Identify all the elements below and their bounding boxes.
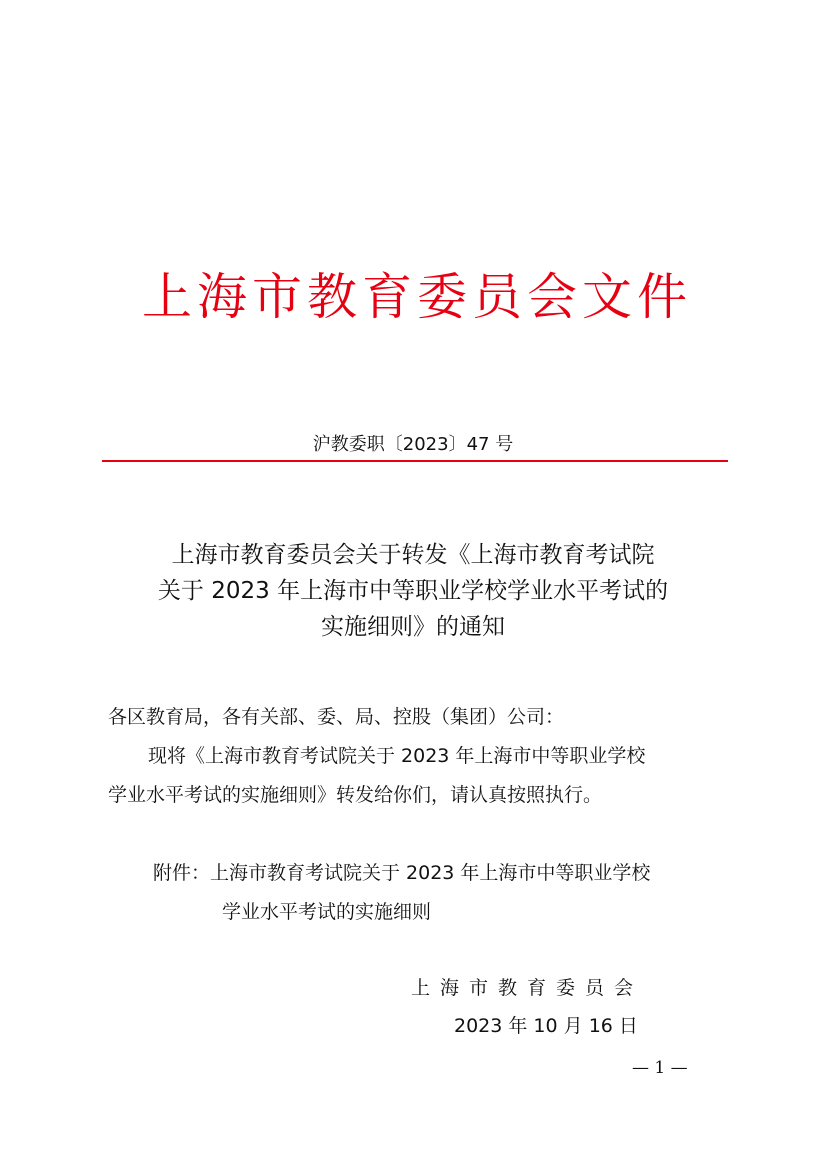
title-line-3: 实施细则》的通知 <box>321 614 505 640</box>
signature-organization: 上海市教育委员会 <box>411 977 644 999</box>
attachment-line-2: 学业水平考试的实施细则 <box>222 901 432 923</box>
document-number: 沪教委职〔2023〕47 号 <box>312 434 514 455</box>
document-title <box>0 537 826 645</box>
title-line-1: 上海市教育委员会关于转发《上海市教育考试院 <box>171 542 655 568</box>
paragraph-line-1: 现将《上海市教育考试院关于 2023 年上海市中等职业学校 <box>148 745 646 767</box>
signature-date: 2023 年 10 月 16 日 <box>454 1015 638 1037</box>
paragraph-line-2: 学业水平考试的实施细则》转发给你们，请认真按照执行。 <box>108 784 603 806</box>
salutation: 各区教育局，各有关部、委、局、控股（集团）公司： <box>108 706 565 728</box>
attachment-line-1: 附件：上海市教育考试院关于 2023 年上海市中等职业学校 <box>153 862 651 884</box>
page-number: — 1 — <box>632 1058 688 1078</box>
title-line-2: 关于 2023 年上海市中等职业学校学业水平考试的 <box>157 578 669 604</box>
red-divider-line <box>102 460 728 462</box>
document-masthead: 上海市教育委员会文件 <box>142 268 692 326</box>
